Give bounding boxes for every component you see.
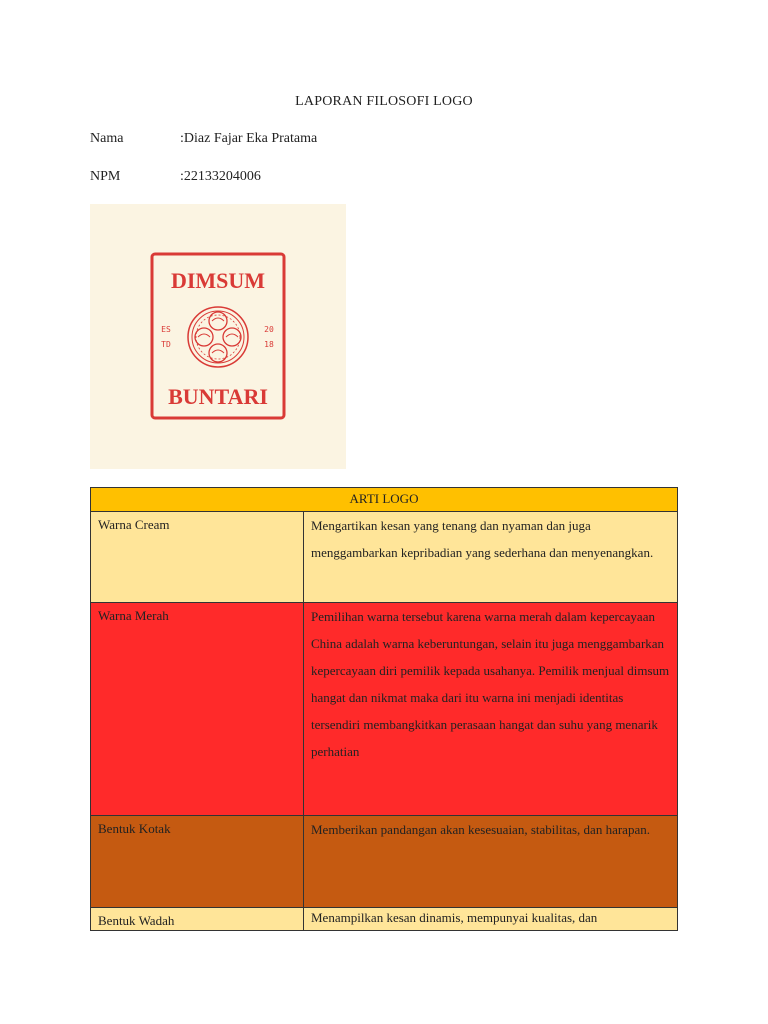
table-header: ARTI LOGO xyxy=(91,488,678,512)
logo-right-text-1: 20 xyxy=(264,325,274,334)
field-row-nama xyxy=(90,131,317,147)
table-cell-meaning: Menampilkan kesan dinamis, mempunyai kualitas, dan xyxy=(304,908,678,931)
field-value-npm: :22133204006 xyxy=(180,169,261,184)
logo-bottom-text: BUNTARI xyxy=(168,384,268,409)
arti-logo-table xyxy=(90,487,678,931)
table-cell-term: Bentuk Kotak xyxy=(91,816,304,908)
field-row-npm xyxy=(90,169,261,185)
document-title: LAPORAN FILOSOFI LOGO xyxy=(295,94,473,109)
table-header-row xyxy=(91,488,678,512)
field-label-nama: Nama xyxy=(90,131,124,146)
dimsum-buntari-logo xyxy=(90,204,346,469)
table-cell-meaning: Memberikan pandangan akan kesesuaian, stabilitas, dan harapan. xyxy=(304,816,678,908)
table-cell-meaning: Mengartikan kesan yang tenang dan nyaman dan juga menggambarkan kepribadian yang sederhana dan menyenangkan. xyxy=(304,512,678,603)
logo-right-text-2: 18 xyxy=(264,340,274,349)
field-value-nama: :Diaz Fajar Eka Pratama xyxy=(180,131,318,146)
logo-image xyxy=(90,204,346,469)
logo-top-text: DIMSUM xyxy=(170,268,266,293)
field-label-npm: NPM xyxy=(90,169,121,184)
logo-left-text-1: ES xyxy=(161,325,171,334)
table-cell-meaning: Pemilihan warna tersebut karena warna merah dalam kepercayaan China adalah warna keberuntungan, selain itu juga menggambarkan kepercayaan diri pemilik kepada usahanya. Pemilik menjual dimsum hangat dan nikmat maka dari itu warna ini menjadi identitas tersendiri membangkitkan perasaan hangat dan suhu yang menarik perhatian xyxy=(304,603,678,816)
table-cell-term: Warna Cream xyxy=(91,512,304,603)
table-row-bentuk-kotak xyxy=(91,816,678,908)
logo-left-text-2: TD xyxy=(161,340,171,349)
table-cell-term: Bentuk Wadah xyxy=(91,908,304,931)
dimsum-basket-icon xyxy=(188,307,248,367)
table-row-warna-merah xyxy=(91,603,678,816)
table-cell-term: Warna Merah xyxy=(91,603,304,816)
table-row-bentuk-wadah xyxy=(91,908,678,931)
table-row-warna-cream xyxy=(91,512,678,603)
